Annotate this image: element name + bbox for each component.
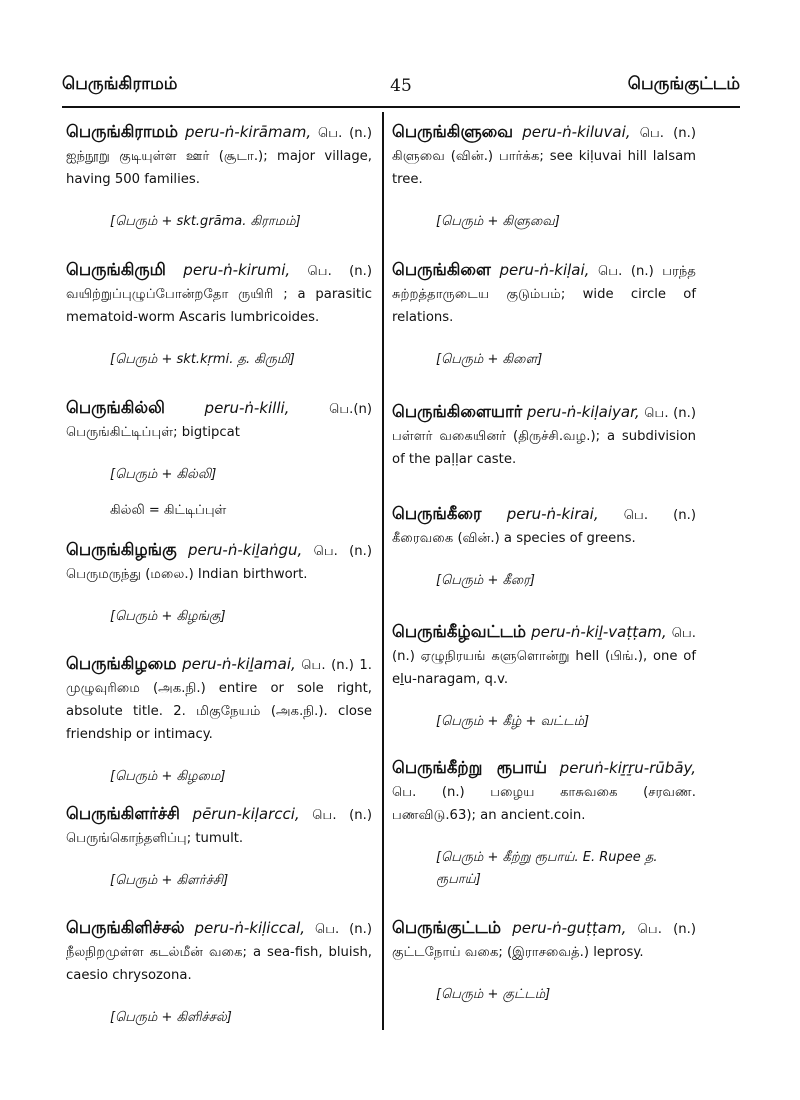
- entry-note: கில்லி = கிட்டிப்புள்: [110, 503, 227, 518]
- entry-transliteration: peru-ṅ-kiḷai,: [499, 261, 590, 279]
- entry-headword: பெருங்கிளர்ச்சி: [66, 804, 180, 823]
- header-right-guideword: பெருங்குட்டம்: [627, 74, 740, 94]
- entry-definition: [66, 652, 372, 746]
- entry-transliteration: peru-ṅ-killi,: [204, 399, 290, 417]
- page-number: 45: [390, 76, 412, 96]
- entry-text: பெ. (n.) ஐந்நூறு குடியுள்ள ஊர் (சூடா.); major village, having 500 families.: [66, 126, 372, 187]
- entry-definition: [392, 620, 696, 691]
- entry-transliteration: peru-ṅ-kirumi,: [183, 261, 291, 279]
- entry-text: பெ. (n.) கீரைவகை (வின்.) a species of greens.: [392, 508, 696, 546]
- entry-definition: [66, 258, 372, 329]
- entry-definition: [392, 502, 696, 550]
- entry-transliteration: peru-ṅ-guṭṭam,: [512, 919, 627, 937]
- entry-etymology: [பெரும் + குட்டம்]: [436, 987, 551, 1002]
- dictionary-entry: [392, 120, 696, 233]
- entry-headword: பெருங்கீழ்வட்டம்: [392, 622, 527, 641]
- dictionary-entry: [392, 916, 696, 1006]
- entry-transliteration: peru-ṅ-kiluvai,: [522, 123, 631, 141]
- entry-definition: [66, 120, 372, 191]
- entry-headword: பெருங்கிளை: [392, 260, 491, 279]
- entry-etymology: [பெரும் + கீழ் + வட்டம்]: [436, 714, 590, 729]
- entry-text: பெ. (n.) 1. முழுவுரிமை (அக.நி.) entire or sole right, absolute title. 2. மிகுநேயம் (அக.நி.). close friendship or intimacy.: [66, 658, 372, 742]
- dictionary-entry: [66, 916, 372, 1029]
- entry-etymology: [பெரும் + கீற்று ரூபாய். E. Rupee த. ரூபாய்]: [436, 850, 658, 887]
- entry-transliteration: pērun-kiḷarcci,: [192, 805, 300, 823]
- dictionary-entry: [392, 400, 696, 471]
- entry-etymology: [பெரும் + skt.kṛmi. த. கிருமி]: [110, 352, 295, 367]
- entry-transliteration: peruṅ-kiṟṟu-rūbāy,: [559, 759, 696, 777]
- entry-transliteration: peru-ṅ-kiḻaṅgu,: [188, 541, 303, 559]
- entry-etymology: [பெரும் + கிளுவை]: [436, 214, 560, 229]
- entry-text: பெ. (n.) நீலநிறமுள்ள கடல்மீன் வகை; a sea-fish, bluish, caesio chrysozona.: [66, 922, 372, 983]
- dictionary-entry: [66, 652, 372, 788]
- dictionary-entry: [392, 502, 696, 592]
- entry-definition: [392, 756, 696, 827]
- entry-etymology: [பெரும் + கிழங்கு]: [110, 609, 226, 624]
- entry-text: பெ.(n) பெருங்கிட்டிப்புள்; bigtipcat: [66, 402, 372, 440]
- entry-transliteration: peru-ṅ-kirāmam,: [184, 123, 312, 141]
- dictionary-entry: [66, 120, 372, 233]
- entry-headword: பெருங்கிளிச்சல்: [66, 918, 185, 937]
- entry-headword: பெருங்கீரை: [392, 504, 482, 523]
- dictionary-entry: [66, 258, 372, 371]
- entry-etymology: [பெரும் + கில்லி]: [110, 467, 217, 482]
- column-divider: [382, 112, 384, 1030]
- entry-headword: பெருங்கிருமி: [66, 260, 166, 279]
- entry-definition: [66, 396, 372, 444]
- entry-text: பெ. (n.) பழைய காசுவகை (சரவண. பணவிடு.63); an ancient.coin.: [392, 785, 696, 823]
- entry-headword: பெருங்குட்டம்: [392, 918, 501, 937]
- entry-definition: [66, 538, 372, 586]
- entry-headword: பெருங்கிளையார்: [392, 402, 523, 421]
- entry-text: பெ. (n.) பெருமருந்து (மலை.) Indian birthwort.: [66, 544, 372, 582]
- entry-transliteration: peru-ṅ-kiḻamai,: [182, 655, 296, 673]
- dictionary-entry: [392, 258, 696, 371]
- entry-transliteration: peru-ṅ-kirai,: [506, 505, 599, 523]
- entry-headword: பெருங்கிளுவை: [392, 122, 514, 141]
- entry-transliteration: peru-ṅ-kiḷaiyar,: [526, 403, 640, 421]
- entry-etymology: [பெரும் + கிளை]: [436, 352, 543, 367]
- dictionary-entry: [392, 620, 696, 733]
- entry-definition: [392, 400, 696, 471]
- entry-definition: [66, 802, 372, 850]
- entry-text: பெ. (n.) கிளுவை (வின்.) பார்க்க; see kiḷuvai hill lalsam tree.: [392, 126, 696, 187]
- entry-headword: பெருங்கில்லி: [66, 398, 165, 417]
- entry-etymology: [பெரும் + கிளிச்சல்]: [110, 1010, 232, 1025]
- entry-text: பெ. (n.) குட்டநோய் வகை; (இராசவைத்.) leprosy.: [392, 922, 696, 960]
- entry-text: பெ. (n.) வயிற்றுப்புழுப்போன்றதோ ருயிரி ; a parasitic mematoid-worm Ascaris lumbricoides.: [66, 264, 372, 325]
- entry-text: பெ. (n.) பெருங்கொந்தளிப்பு; tumult.: [66, 808, 372, 846]
- entry-transliteration: peru-ṅ-kiḷiccal,: [194, 919, 306, 937]
- entry-etymology: [பெரும் + கீரை]: [436, 573, 535, 588]
- page-header: [62, 70, 740, 108]
- entry-transliteration: peru-ṅ-kiḻ-vaṭṭam,: [531, 623, 667, 641]
- entry-definition: [392, 120, 696, 191]
- entry-headword: பெருங்கிராமம்: [66, 122, 179, 141]
- entry-etymology: [பெரும் + கிழமை]: [110, 769, 226, 784]
- header-left-guideword: பெருங்கிராமம்: [62, 74, 178, 94]
- entry-text: பெ. (n.) பரந்த சுற்றத்தாருடைய குடும்பம்; wide circle of relations.: [392, 264, 696, 325]
- dictionary-entry: [392, 756, 696, 891]
- entry-text: பெ. (n.) ஏழுநிரயங் களுளொன்று hell (பிங்.), one of eḻu-naragam, q.v.: [392, 626, 696, 687]
- dictionary-entry: [66, 396, 372, 522]
- entry-definition: [66, 916, 372, 987]
- entry-text: பெ. (n.) பள்ளர் வகையினர் (திருச்சி.வழ.); a subdivision of the paḷḷar caste.: [392, 406, 696, 467]
- dictionary-entry: [66, 538, 372, 628]
- dictionary-entry: [66, 802, 372, 892]
- entry-etymology: [பெரும் + கிளர்ச்சி]: [110, 873, 229, 888]
- entry-headword: பெருங்கிழமை: [66, 654, 177, 673]
- entry-headword: பெருங்கிழங்கு: [66, 540, 177, 559]
- entry-headword: பெருங்கீற்று ரூபாய்: [392, 758, 548, 777]
- entry-definition: [392, 258, 696, 329]
- entry-definition: [392, 916, 696, 964]
- entry-etymology: [பெரும் + skt.grāma. கிராமம்]: [110, 214, 301, 229]
